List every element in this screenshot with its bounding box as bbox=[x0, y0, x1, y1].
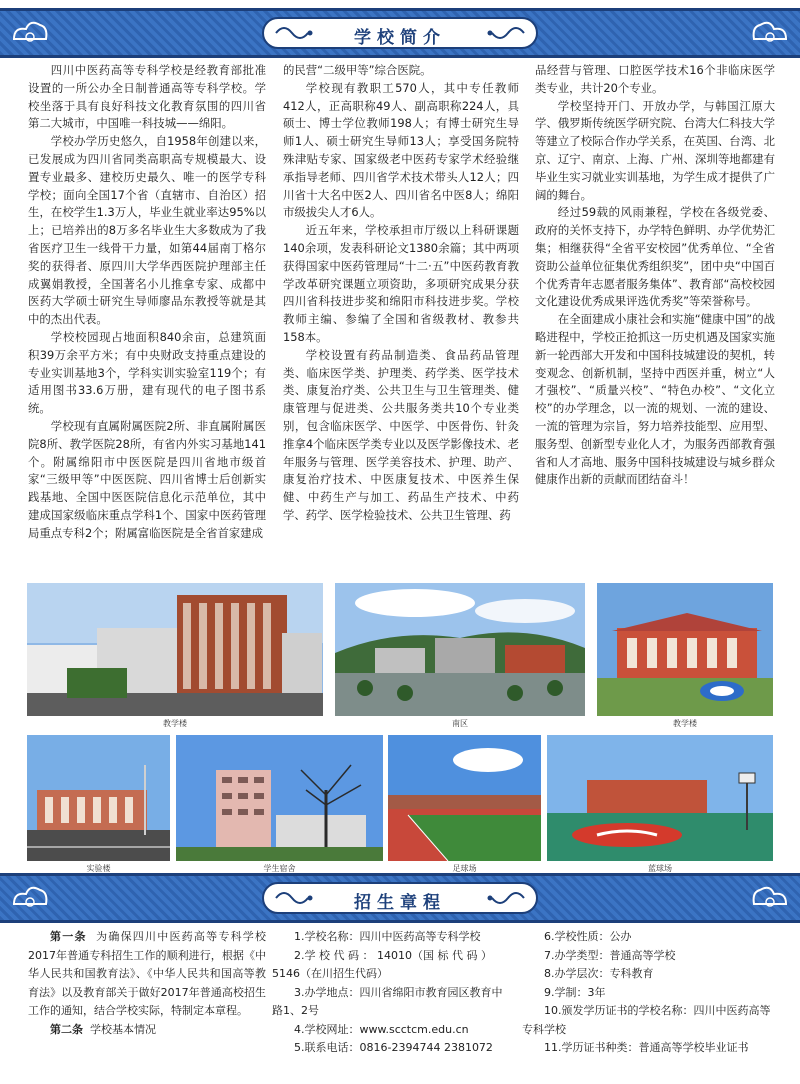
info-line: 10.颁发学历证书的学校名称：四川中医药高等专科学校 bbox=[522, 1004, 771, 1036]
paragraph: 经过59载的风雨兼程，学校在各级党委、政府的关怀支持下，办学特色鲜明、办学优势汇集；相继获得“全省平安校园”优秀单位、“全省资助公益单位征集优秀组织奖”，团中央“中国百个优秀青年志愿者服务集体”、教育部“高校校园文化建设优秀成果评选优秀奖”等荣誉称号。 bbox=[535, 205, 775, 309]
section-title: 招生章程 bbox=[354, 893, 446, 913]
admissions-column-3 bbox=[522, 928, 777, 1058]
article-heading: 第一条 bbox=[50, 930, 87, 943]
article-text: 学校基本情况 bbox=[90, 1022, 156, 1036]
info-line: 6.学校性质：公办 bbox=[544, 930, 632, 943]
admissions-column-2 bbox=[272, 928, 508, 1058]
intro-column-1 bbox=[28, 62, 266, 543]
paragraph: 学校校园现占地面积840余亩，总建筑面积39万余平方米；有中央财政支持重点建设的专业实训基地3个，学科实训实验室119个；有适用图书33.6万册，建有现代的电子图书系统。 bbox=[28, 329, 266, 416]
info-line: 5.联系电话：0816-2394744 2381072 bbox=[294, 1041, 493, 1054]
paragraph: 的民营“二级甲等”综合医院。 bbox=[283, 63, 432, 77]
paragraph: 学校现有直属附属医院2所、非直属附属医院8所、教学医院28所，有省内外实习基地141个。附属绵阳市中医医院是四川省地市级首家“三级甲等”中医医院、四川省博士后创新实践基地、全国中医医院信息化示范单位，其中建成国家级临床重点学科1个、国家中医药管理局重点专科2个；附属富临医院是全省首家建成 bbox=[28, 418, 266, 540]
intro-column-3 bbox=[535, 62, 775, 489]
photo-basketball-court bbox=[547, 735, 773, 861]
cloud-ornament-icon bbox=[750, 17, 790, 49]
photo-south-campus bbox=[335, 583, 585, 716]
scroll-ornament-icon bbox=[486, 23, 526, 43]
photo-caption: 足球场 bbox=[452, 864, 477, 873]
paragraph: 学校现有教职工570人，其中专任教师412人，正高职称49人、副高职称224人，具硕士、博士学位教师198人；有博士研究生导师1人、硕士研究生导师13人；享受国务院特殊津贴专家、国家级老中医药专家学术经验继承指导老师、四川省学术技术带头人12人；四川省十大名中医2人、四川省名中医8人；绵阳市级拔尖人才6人。 bbox=[283, 80, 519, 220]
photo-teaching-building-1 bbox=[27, 583, 323, 716]
photo-student-dormitory bbox=[176, 735, 383, 861]
photo-teaching-building-2 bbox=[597, 583, 773, 716]
paragraph: 学校办学历史悠久，自1958年创建以来，已发展成为四川省同类高职高专规模最大、设置专业最多、建校历史最久、唯一的医学专科学校；面向全国17个省（直辖市、自治区）招生，在校学生1.3万人，毕业生就业率达95%以上；已培养出的8万多名毕业生大多数成为了我省医疗卫生一线骨干力量，如第44届南丁格尔奖的获得者、原四川大学华西医院护理部主任成翼娟教授，全国著名小儿推拿专家、成都中医药大学硕士研究生导师廖品东教授等就是其中的杰出代表。 bbox=[28, 134, 266, 327]
section-title-plate bbox=[262, 882, 538, 914]
paragraph: 学校设置有药品制造类、食品药品管理类、临床医学类、护理类、药学类、医学技术类、康复治疗类、公共卫生与卫生管理类、健康管理与促进类、公共服务类共10个专业类别，包含临床医学、中医学、中医骨伤、针灸推拿4个临床医学类专业以及医学影像技术、老年服务与管理、医学美容技术、护理、助产、康复治疗技术、中医康复技术、中医养生保健、中药生产与加工、药品生产技术、中药学、药学、医学检验技术、公共卫生管理、药 bbox=[283, 347, 519, 522]
info-line: 11.学历证书种类：普通高等学校毕业证书 bbox=[544, 1041, 749, 1054]
section-banner-intro bbox=[0, 8, 800, 58]
paragraph: 在全面建成小康社会和实施“健康中国”的战略进程中，学校正抢抓这一历史机遇及国家实施新一轮西部大开发和中国科技城建设的契机，转变观念、创新机制，坚持中西医并重，树立“人才强校”、“质量兴校”、“特色办校”、“文化立校”的办学理念，以一流的规划、一流的建设、一流的管理为宗旨，努力培养技能型、应用型、服务型、创新型专业化人才，为服务西部教育强省和人才高地、服务中国科技城建设与城乡群众健康作出新的贡献而团结奋斗！ bbox=[535, 312, 775, 487]
info-line: 3.办学地点：四川省绵阳市教育园区教育中路1、2号 bbox=[272, 985, 503, 1017]
article-1 bbox=[28, 928, 266, 1021]
info-line: 7.办学类型：普通高等学校 bbox=[544, 948, 676, 962]
paragraph: 近五年来，学校承担市厅级以上科研课题140余项，发表科研论文1380余篇；其中两项获得国家中医药管理局“十二·五”中医药教育教学改革研究课题立项资助，多项研究成果分获四川省科技进步奖和绵阳市科技进步奖。学校教师主编、参编了全国和省级教材、教参共158本。 bbox=[283, 223, 519, 344]
info-line: 9.学制：3年 bbox=[544, 985, 606, 999]
cloud-ornament-icon bbox=[10, 882, 50, 914]
info-line: 4.学校网址：www.scctcm.edu.cn bbox=[294, 1022, 469, 1036]
article-heading: 第二条 bbox=[50, 1022, 83, 1036]
photo-caption: 蓝球场 bbox=[648, 864, 672, 873]
photo-football-field bbox=[388, 735, 541, 861]
paragraph: 学校坚持开门、开放办学，与韩国江原大学、俄罗斯传统医学研究院、台湾大仁科技大学等建立了校际合作办学关系，在英国、台湾、北京、辽宁、南京、上海、广州、深圳等地都建有毕业生实习就业实训基地，为学生成才提供了广阔的舞台。 bbox=[535, 98, 775, 202]
intro-column-2 bbox=[283, 62, 519, 525]
paragraph: 四川中医药高等专科学校是经教育部批准设置的一所公办全日制普通高等专科学校。学校坐落于具有良好科技文化教育氛围的四川省第二大城市，中国唯一科技城——绵阳。 bbox=[28, 63, 266, 131]
scroll-ornament-icon bbox=[486, 888, 526, 908]
photo-caption: 教学楼 bbox=[673, 719, 697, 728]
photo-caption: 实验楼 bbox=[86, 864, 111, 873]
section-title-plate bbox=[262, 17, 538, 49]
photo-caption: 学生宿舍 bbox=[263, 864, 296, 873]
article-text: 为确保四川中医药高等专科学校2017年普通专科招生工作的顺利进行，根据《中华人民共和国教育法》、《中华人民共和国高等教育法》以及教育部关于做好2017年普通高校招生工作的通知，结合学校实际，特制定本章程。 bbox=[28, 930, 267, 1017]
cloud-ornament-icon bbox=[10, 17, 50, 49]
photo-lab-building bbox=[27, 735, 170, 861]
section-banner-admissions bbox=[0, 873, 800, 923]
info-line: 2.学 校 代 码 ： 14010（国 标 代 码 ）5146（在川招生代码） bbox=[272, 948, 492, 980]
info-line: 1.学校名称：四川中医药高等专科学校 bbox=[294, 930, 481, 943]
cloud-ornament-icon bbox=[750, 882, 790, 914]
admissions-column-1 bbox=[28, 928, 266, 1039]
photo-caption: 南区 bbox=[452, 719, 468, 728]
paragraph: 品经营与管理、口腔医学技术16个非临床医学类专业，共计20个专业。 bbox=[535, 63, 775, 95]
info-line: 8.办学层次：专科教育 bbox=[544, 967, 654, 980]
section-title: 学校简介 bbox=[354, 28, 446, 48]
article-2 bbox=[28, 1021, 266, 1040]
photo-caption: 教学楼 bbox=[163, 719, 187, 728]
